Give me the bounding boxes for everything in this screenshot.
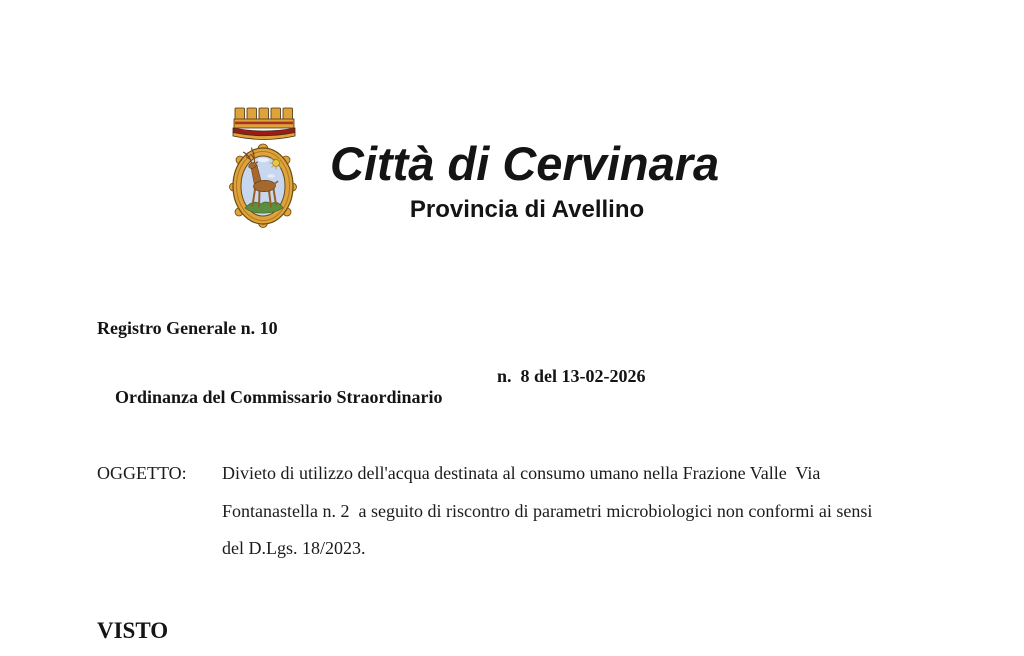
province-subtitle: Provincia di Avellino — [409, 196, 645, 223]
page-title: Città di Cervinara — [330, 137, 720, 190]
subject-text — [222, 455, 872, 568]
mural-crown-icon — [233, 108, 295, 140]
ordinance-label: Ordinanza del Commissario Straordinario — [115, 387, 443, 407]
ordinance-row — [97, 366, 917, 450]
shield-cartouche — [230, 144, 297, 228]
visto-heading: VISTO — [97, 618, 169, 643]
subject-line-3: del D.Lgs. 18/2023. — [222, 538, 366, 558]
subject-line-2: Fontanastella n. 2 a seguito di riscontro di parametri microbiologici non conformi ai sensi — [222, 500, 873, 521]
coat-of-arms — [226, 104, 302, 228]
general-register-line: Registro Generale n. 10 — [97, 318, 278, 338]
subject-line-1: Divieto di utilizzo dell'acqua destinata al consumo umano nella Frazione Valle Via — [222, 463, 821, 483]
ordinance-number: n. 8 del 13-02-2026 — [497, 366, 646, 386]
subject-label: OGGETTO: — [97, 463, 187, 483]
